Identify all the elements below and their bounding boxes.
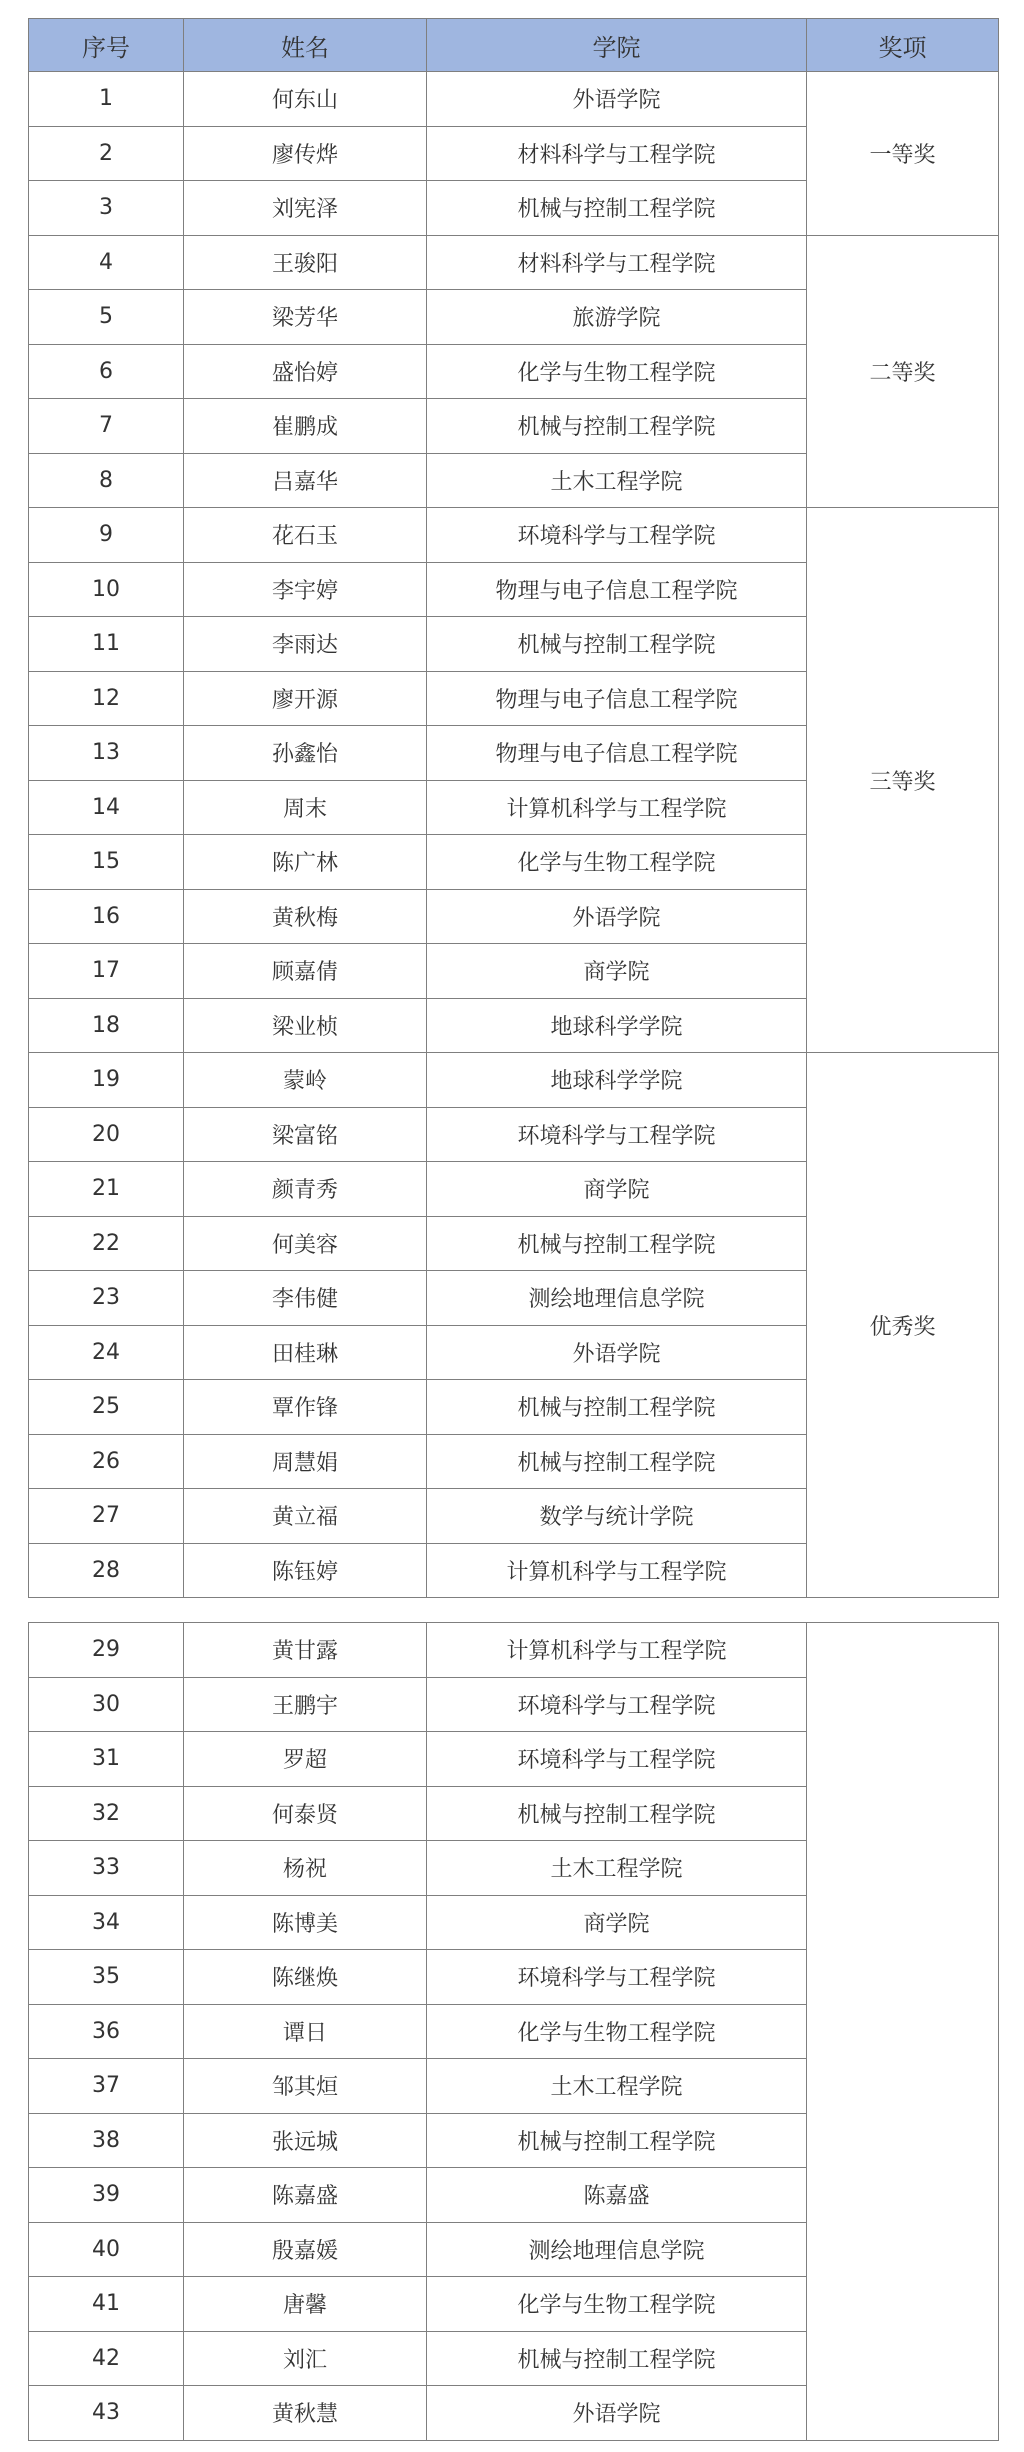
row-college: 机械与控制工程学院 bbox=[427, 181, 807, 236]
row-college: 物理与电子信息工程学院 bbox=[427, 671, 807, 726]
row-college: 计算机科学与工程学院 bbox=[427, 780, 807, 835]
row-index: 34 bbox=[29, 1895, 184, 1950]
row-college: 土木工程学院 bbox=[427, 453, 807, 508]
header-index: 序号 bbox=[29, 19, 184, 72]
row-college: 陈嘉盛 bbox=[427, 2168, 807, 2223]
award-cell: 三等奖 bbox=[807, 508, 999, 1053]
row-college: 外语学院 bbox=[427, 1325, 807, 1380]
row-index: 14 bbox=[29, 780, 184, 835]
row-index: 37 bbox=[29, 2059, 184, 2114]
row-college: 材料科学与工程学院 bbox=[427, 126, 807, 181]
row-index: 42 bbox=[29, 2331, 184, 2386]
header-award: 奖项 bbox=[807, 19, 999, 72]
row-name: 廖开源 bbox=[184, 671, 427, 726]
row-college: 物理与电子信息工程学院 bbox=[427, 562, 807, 617]
row-college: 化学与生物工程学院 bbox=[427, 2004, 807, 2059]
row-index: 19 bbox=[29, 1053, 184, 1108]
row-college: 土木工程学院 bbox=[427, 2059, 807, 2114]
row-name: 王骏阳 bbox=[184, 235, 427, 290]
row-index: 40 bbox=[29, 2222, 184, 2277]
row-name: 梁富铭 bbox=[184, 1107, 427, 1162]
row-college: 地球科学学院 bbox=[427, 1053, 807, 1108]
row-index: 4 bbox=[29, 235, 184, 290]
row-index: 24 bbox=[29, 1325, 184, 1380]
row-college: 化学与生物工程学院 bbox=[427, 2277, 807, 2332]
row-index: 38 bbox=[29, 2113, 184, 2168]
award-table-part-1 bbox=[28, 18, 999, 1598]
row-college: 计算机科学与工程学院 bbox=[427, 1543, 807, 1598]
row-index: 1 bbox=[29, 72, 184, 127]
row-name: 孙鑫怡 bbox=[184, 726, 427, 781]
row-name: 陈钰婷 bbox=[184, 1543, 427, 1598]
row-college: 测绘地理信息学院 bbox=[427, 2222, 807, 2277]
row-name: 田桂琳 bbox=[184, 1325, 427, 1380]
table-row bbox=[29, 235, 999, 290]
award-cell: 二等奖 bbox=[807, 235, 999, 508]
row-index: 39 bbox=[29, 2168, 184, 2223]
row-name: 顾嘉倩 bbox=[184, 944, 427, 999]
row-index: 16 bbox=[29, 889, 184, 944]
row-college: 机械与控制工程学院 bbox=[427, 617, 807, 672]
row-index: 31 bbox=[29, 1732, 184, 1787]
row-name: 杨祝 bbox=[184, 1841, 427, 1896]
row-college: 外语学院 bbox=[427, 2386, 807, 2441]
row-index: 12 bbox=[29, 671, 184, 726]
row-index: 17 bbox=[29, 944, 184, 999]
row-college: 数学与统计学院 bbox=[427, 1489, 807, 1544]
row-index: 43 bbox=[29, 2386, 184, 2441]
row-name: 谭日 bbox=[184, 2004, 427, 2059]
row-index: 29 bbox=[29, 1623, 184, 1678]
row-name: 花石玉 bbox=[184, 508, 427, 563]
row-index: 35 bbox=[29, 1950, 184, 2005]
row-college: 机械与控制工程学院 bbox=[427, 1216, 807, 1271]
row-index: 11 bbox=[29, 617, 184, 672]
row-name: 黄立福 bbox=[184, 1489, 427, 1544]
row-college: 机械与控制工程学院 bbox=[427, 2331, 807, 2386]
row-name: 何美容 bbox=[184, 1216, 427, 1271]
row-college: 机械与控制工程学院 bbox=[427, 1380, 807, 1435]
row-index: 30 bbox=[29, 1677, 184, 1732]
row-college: 商学院 bbox=[427, 1895, 807, 1950]
row-name: 陈博美 bbox=[184, 1895, 427, 1950]
row-index: 26 bbox=[29, 1434, 184, 1489]
row-name: 陈广林 bbox=[184, 835, 427, 890]
row-index: 36 bbox=[29, 2004, 184, 2059]
row-index: 5 bbox=[29, 290, 184, 345]
row-index: 32 bbox=[29, 1786, 184, 1841]
row-index: 23 bbox=[29, 1271, 184, 1326]
header-name: 姓名 bbox=[184, 19, 427, 72]
row-index: 13 bbox=[29, 726, 184, 781]
row-index: 3 bbox=[29, 181, 184, 236]
table-row bbox=[29, 72, 999, 127]
award-cell bbox=[807, 1623, 999, 2441]
row-index: 6 bbox=[29, 344, 184, 399]
header-row bbox=[29, 19, 999, 72]
row-college: 土木工程学院 bbox=[427, 1841, 807, 1896]
row-name: 盛怡婷 bbox=[184, 344, 427, 399]
row-name: 李雨达 bbox=[184, 617, 427, 672]
row-college: 测绘地理信息学院 bbox=[427, 1271, 807, 1326]
row-college: 旅游学院 bbox=[427, 290, 807, 345]
row-index: 33 bbox=[29, 1841, 184, 1896]
row-college: 机械与控制工程学院 bbox=[427, 2113, 807, 2168]
award-table-part-2 bbox=[28, 1622, 999, 2441]
row-name: 邹其烜 bbox=[184, 2059, 427, 2114]
row-college: 地球科学学院 bbox=[427, 998, 807, 1053]
row-name: 殷嘉媛 bbox=[184, 2222, 427, 2277]
row-college: 机械与控制工程学院 bbox=[427, 399, 807, 454]
row-college: 环境科学与工程学院 bbox=[427, 1950, 807, 2005]
row-name: 张远城 bbox=[184, 2113, 427, 2168]
row-name: 黄甘露 bbox=[184, 1623, 427, 1678]
row-name: 廖传烨 bbox=[184, 126, 427, 181]
row-college: 环境科学与工程学院 bbox=[427, 508, 807, 563]
table-row bbox=[29, 508, 999, 563]
row-name: 周末 bbox=[184, 780, 427, 835]
row-name: 刘宪泽 bbox=[184, 181, 427, 236]
header-college: 学院 bbox=[427, 19, 807, 72]
row-name: 周慧娟 bbox=[184, 1434, 427, 1489]
row-name: 蒙岭 bbox=[184, 1053, 427, 1108]
row-college: 材料科学与工程学院 bbox=[427, 235, 807, 290]
table-row bbox=[29, 1053, 999, 1108]
row-college: 机械与控制工程学院 bbox=[427, 1786, 807, 1841]
row-index: 41 bbox=[29, 2277, 184, 2332]
row-index: 15 bbox=[29, 835, 184, 890]
row-name: 唐馨 bbox=[184, 2277, 427, 2332]
row-college: 化学与生物工程学院 bbox=[427, 835, 807, 890]
row-name: 梁业桢 bbox=[184, 998, 427, 1053]
award-cell: 一等奖 bbox=[807, 72, 999, 236]
row-index: 8 bbox=[29, 453, 184, 508]
row-index: 18 bbox=[29, 998, 184, 1053]
row-name: 覃作锋 bbox=[184, 1380, 427, 1435]
row-name: 何泰贤 bbox=[184, 1786, 427, 1841]
row-index: 2 bbox=[29, 126, 184, 181]
row-college: 环境科学与工程学院 bbox=[427, 1107, 807, 1162]
row-college: 商学院 bbox=[427, 944, 807, 999]
row-index: 27 bbox=[29, 1489, 184, 1544]
row-college: 外语学院 bbox=[427, 889, 807, 944]
row-college: 环境科学与工程学院 bbox=[427, 1677, 807, 1732]
row-name: 陈继焕 bbox=[184, 1950, 427, 2005]
row-index: 9 bbox=[29, 508, 184, 563]
row-index: 21 bbox=[29, 1162, 184, 1217]
row-index: 28 bbox=[29, 1543, 184, 1598]
table-row bbox=[29, 1623, 999, 1678]
row-name: 梁芳华 bbox=[184, 290, 427, 345]
row-name: 颜青秀 bbox=[184, 1162, 427, 1217]
row-name: 黄秋梅 bbox=[184, 889, 427, 944]
row-index: 22 bbox=[29, 1216, 184, 1271]
row-index: 25 bbox=[29, 1380, 184, 1435]
row-name: 刘汇 bbox=[184, 2331, 427, 2386]
row-index: 10 bbox=[29, 562, 184, 617]
row-college: 计算机科学与工程学院 bbox=[427, 1623, 807, 1678]
row-index: 7 bbox=[29, 399, 184, 454]
row-name: 罗超 bbox=[184, 1732, 427, 1787]
row-college: 物理与电子信息工程学院 bbox=[427, 726, 807, 781]
award-cell: 优秀奖 bbox=[807, 1053, 999, 1598]
row-name: 李伟健 bbox=[184, 1271, 427, 1326]
row-name: 陈嘉盛 bbox=[184, 2168, 427, 2223]
row-college: 外语学院 bbox=[427, 72, 807, 127]
row-name: 王鹏宇 bbox=[184, 1677, 427, 1732]
row-college: 化学与生物工程学院 bbox=[427, 344, 807, 399]
row-college: 环境科学与工程学院 bbox=[427, 1732, 807, 1787]
row-name: 何东山 bbox=[184, 72, 427, 127]
row-name: 黄秋慧 bbox=[184, 2386, 427, 2441]
row-name: 李宇婷 bbox=[184, 562, 427, 617]
row-name: 吕嘉华 bbox=[184, 453, 427, 508]
row-name: 崔鹏成 bbox=[184, 399, 427, 454]
row-college: 机械与控制工程学院 bbox=[427, 1434, 807, 1489]
row-index: 20 bbox=[29, 1107, 184, 1162]
row-college: 商学院 bbox=[427, 1162, 807, 1217]
